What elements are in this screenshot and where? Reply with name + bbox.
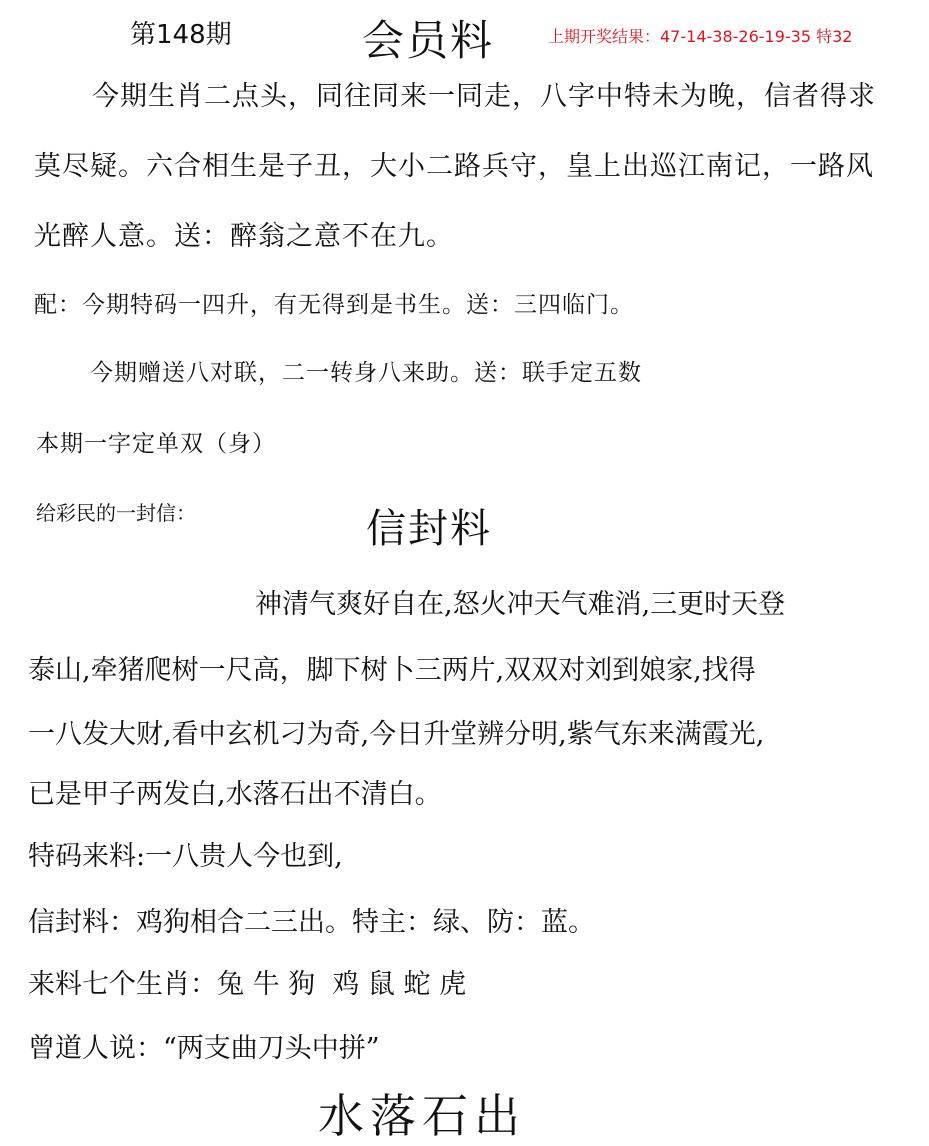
special-code-line: 特码来料:一八贵人今也到, — [28, 841, 343, 872]
poem-line-2: 莫尽疑。六合相生是子丑，大小二路兵守，皇上出巡江南记，一路风 — [34, 151, 874, 182]
odd-even-line: 本期一字定单双（身） — [36, 431, 276, 457]
bottom-phrase: 水落石出 — [318, 1089, 526, 1143]
envelope-line: 信封料：鸡狗相合二三出。特主：绿、防：蓝。 — [28, 907, 595, 938]
envelope-poem-line-3: 一八发大财,看中玄机刁为奇,今日升堂辨分明,紫气东来满霞光, — [28, 719, 765, 750]
poem-line-1: 今期生肖二点头，同往同来一同走，八字中特未为晚，信者得求 — [92, 81, 876, 112]
couplet-line: 今期赠送八对联，二一转身八来助。送：联手定五数 — [90, 360, 642, 386]
page-title: 会员料 — [362, 16, 495, 65]
taoist-saying-line: 曾道人说：“两支曲刀头中拼” — [28, 1033, 380, 1064]
pair-line: 配：今期特码一四升，有无得到是书生。送：三四临门。 — [34, 292, 634, 318]
envelope-title: 信封料 — [366, 506, 492, 552]
envelope-poem-line-4: 已是甲子两发白,水落石出不清白。 — [28, 779, 442, 810]
letter-intro: 给彩民的一封信： — [36, 501, 196, 525]
issue-number: 第148期 — [130, 20, 232, 50]
envelope-poem-line-1: 神清气爽好自在,怒火冲天气难消,三更时天登 — [255, 589, 786, 620]
poem-line-3: 光醉人意。送：醉翁之意不在九。 — [34, 221, 454, 252]
seven-zodiac-line: 来料七个生肖：兔 牛 狗 鸡 鼠 蛇 虎 — [28, 969, 467, 1000]
last-draw-result: 上期开奖结果：47-14-38-26-19-35 特32 — [548, 27, 853, 46]
envelope-poem-line-2: 泰山,牵猪爬树一尺高，脚下树卜三两片,双双对刘到娘家,找得 — [28, 655, 756, 686]
